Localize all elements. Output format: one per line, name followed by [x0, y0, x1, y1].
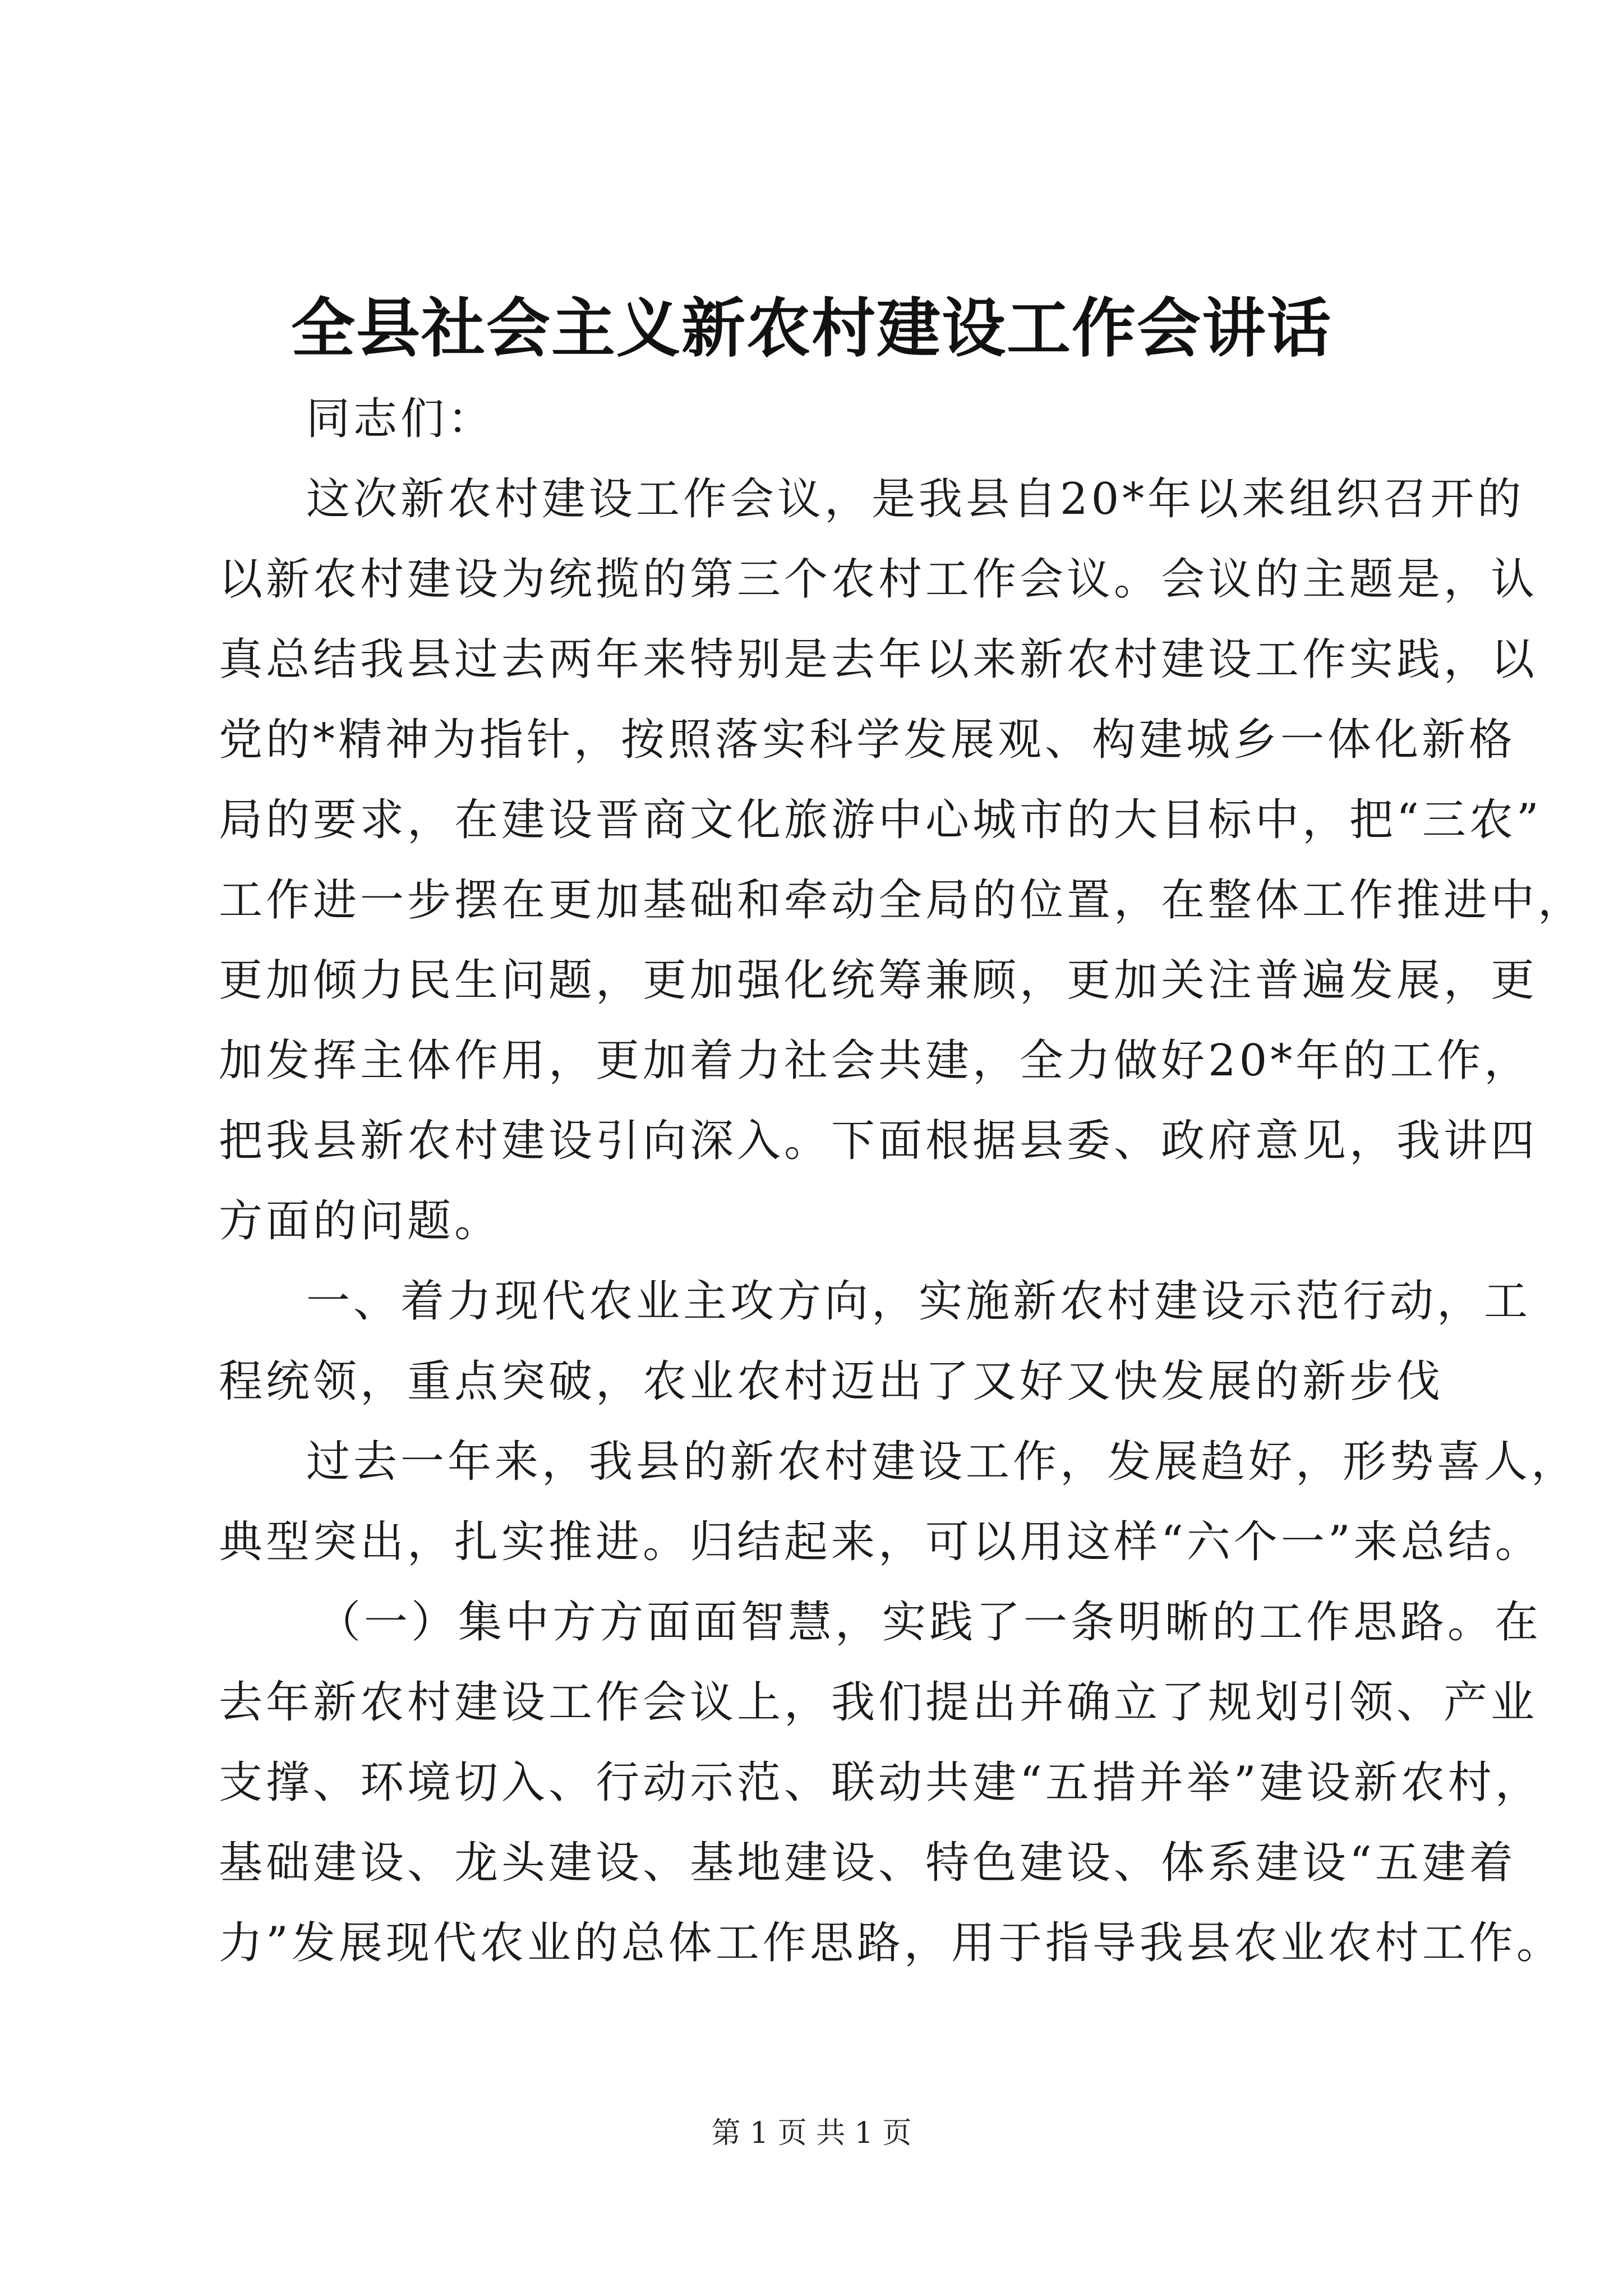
- body-line: 过去一年来，我县的新农村建设工作，发展趋好，形势喜人，: [306, 1437, 1579, 1487]
- body-line: 方面的问题。: [219, 1196, 502, 1246]
- body-line: 加发挥主体作用，更加着力社会共建，全力做好20*年的工作，: [219, 1036, 1532, 1086]
- page-number: 第 1 页 共 1 页: [711, 2116, 912, 2150]
- document-title: 全县社会主义新农村建设工作会讲话: [291, 291, 1332, 366]
- body-line: 典型突出，扎实推进。归结起来，可以用这样“六个一”来总结。: [219, 1517, 1542, 1567]
- body-line: 这次新农村建设工作会议，是我县自20*年以来组织召开的: [306, 474, 1525, 524]
- body-line: 支撑、环境切入、行动示范、联动共建“五措并举”建设新农村，: [219, 1757, 1542, 1808]
- body-line: 更加倾力民生问题，更加强化统筹兼顾，更加关注普遍发展，更: [219, 955, 1538, 1006]
- body-line: 基础建设、龙头建设、基地建设、特色建设、体系建设“五建着: [219, 1838, 1516, 1888]
- body-line: 真总结我县过去两年来特别是去年以来新农村建设工作实践，以: [219, 634, 1538, 685]
- page-footer: [0, 2114, 1623, 2153]
- salutation-line: 同志们：: [306, 394, 495, 444]
- subsection-line: （一）集中方方面面智慧，实践了一条明晰的工作思路。在: [317, 1597, 1542, 1648]
- section-heading-line: 程统领，重点突破，农业农村迈出了又好又快发展的新步伐: [219, 1356, 1444, 1407]
- body-line: 工作进一步摆在更加基础和牵动全局的位置，在整体工作推进中，: [219, 875, 1585, 926]
- body-line: 以新农村建设为统揽的第三个农村工作会议。会议的主题是，认: [219, 554, 1538, 605]
- body-line: 去年新农村建设工作会议上，我们提出并确立了规划引领、产业: [219, 1677, 1538, 1728]
- body-line: 党的*精神为指针，按照落实科学发展观、构建城乡一体化新格: [219, 715, 1516, 765]
- section-heading-line: 一、着力现代农业主攻方向，实施新农村建设示范行动，工: [306, 1276, 1532, 1327]
- body-line: 力”发展现代农业的总体工作思路，用于指导我县农业农村工作。: [219, 1918, 1564, 1968]
- body-line: 把我县新农村建设引向深入。下面根据县委、政府意见，我讲四: [219, 1116, 1538, 1166]
- document-body: [219, 379, 1585, 1984]
- body-line: 局的要求，在建设晋商文化旅游中心城市的大目标中，把“三农”: [219, 795, 1542, 845]
